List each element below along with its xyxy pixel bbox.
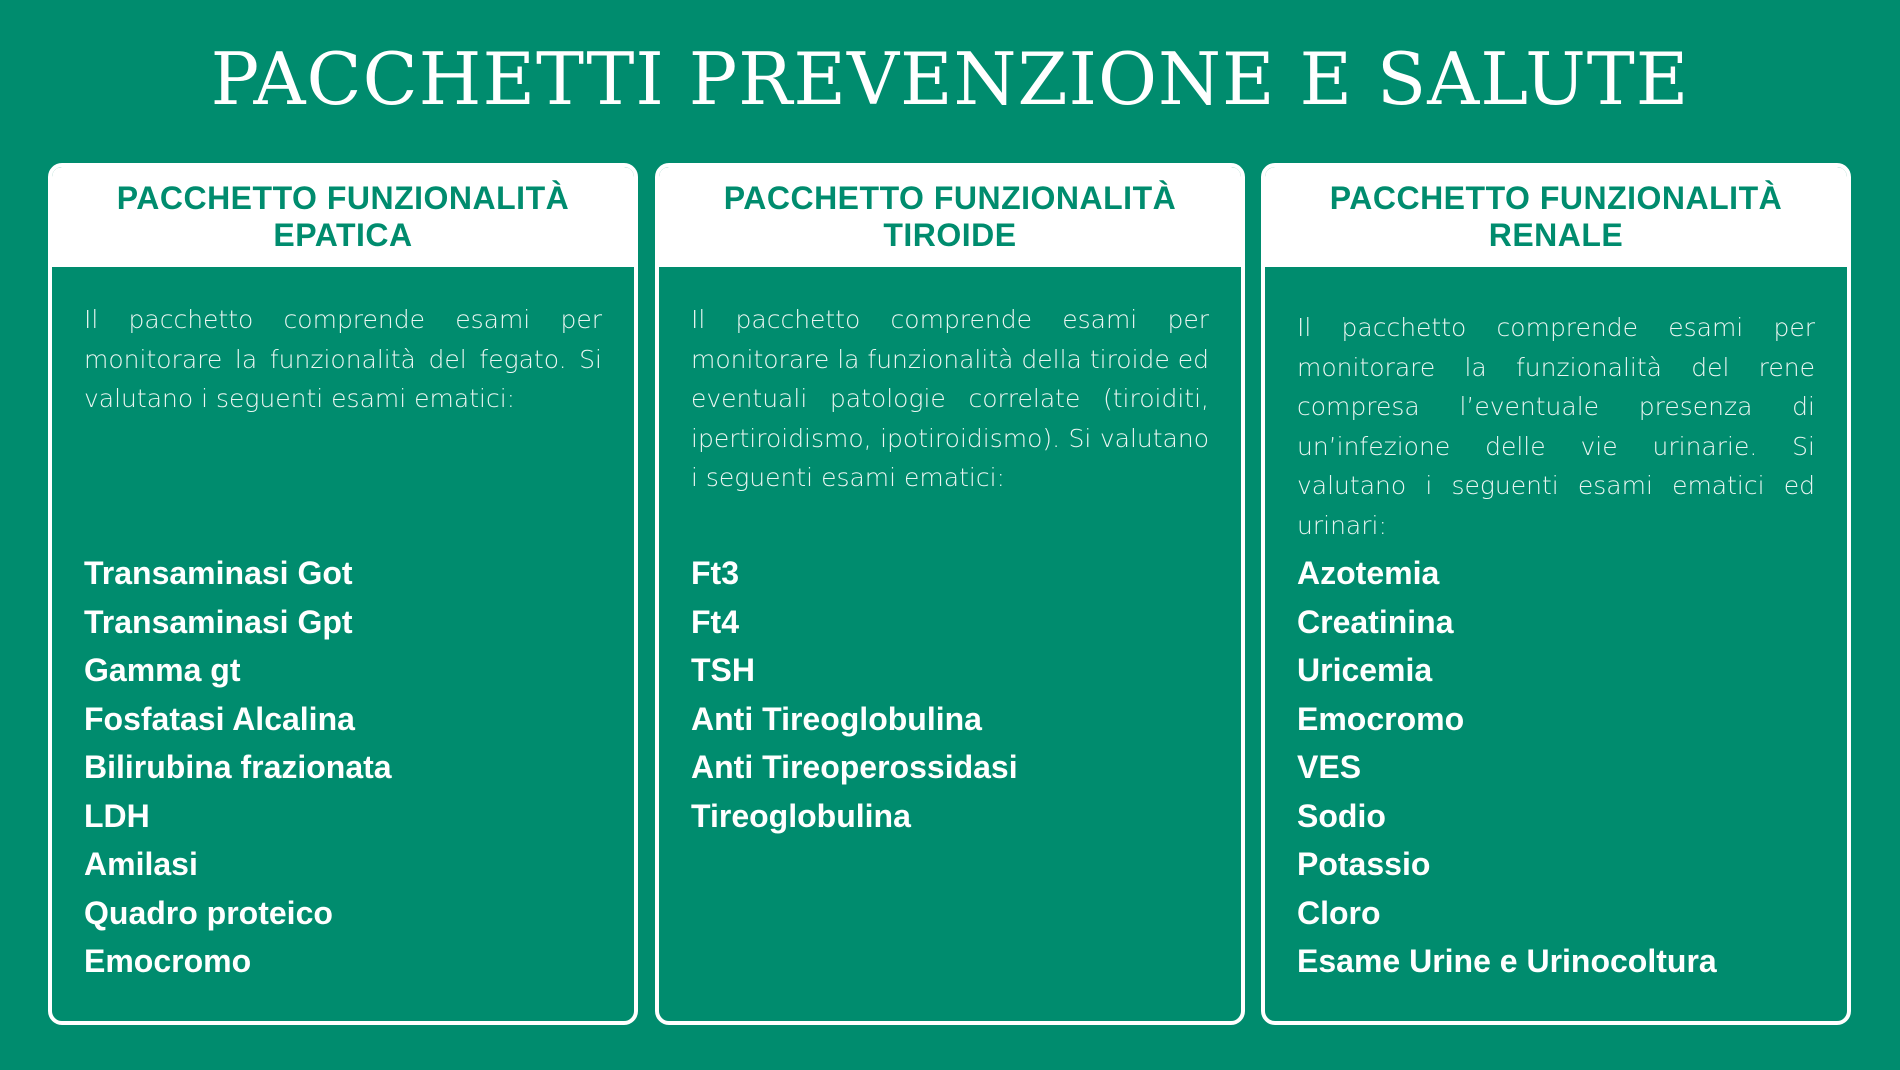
exam-item: Transaminasi Got: [84, 555, 353, 591]
exam-list: [691, 549, 1221, 840]
package-card-epatica: [48, 163, 638, 1025]
card-header: [52, 167, 634, 267]
card-description: Il pacchetto comprende esami per monitorare la funzionalità del fegato. Si valutano i seguenti esami ematici:: [84, 305, 602, 413]
exam-item: Anti Tireoglobulina: [691, 700, 982, 737]
card-title-line2: TIROIDE: [883, 217, 1017, 253]
exam-item: Uricemia: [1297, 652, 1433, 688]
exam-item: Transaminasi Gpt: [84, 603, 353, 640]
exam-item: VES: [1297, 749, 1362, 785]
exam-item: Ft4: [691, 603, 739, 640]
exam-item: Quadro proteico: [84, 894, 333, 931]
card-header: [659, 167, 1241, 267]
exam-item: Ft3: [691, 555, 739, 591]
card-title-line1: PACCHETTO FUNZIONALITÀ: [1329, 180, 1783, 216]
exam-item: Esame Urine e Urinocoltura: [1297, 943, 1717, 979]
exam-item: LDH: [84, 797, 150, 834]
exam-item: Azotemia: [1297, 555, 1440, 591]
card-title-line1: PACCHETTO FUNZIONALITÀ: [723, 180, 1177, 216]
card-title-line1: PACCHETTO FUNZIONALITÀ: [116, 180, 570, 216]
card-description: Il pacchetto comprende esami per monitorare la funzionalità del rene compresa l’eventuale presenza di un’infezione delle vie urinarie. Si valutano i seguenti esami ematici ed urinari:: [1297, 313, 1815, 540]
exam-item: Emocromo: [84, 943, 252, 979]
exam-item: Emocromo: [1297, 700, 1465, 737]
card-title-line2: EPATICA: [273, 217, 413, 253]
card-description: Il pacchetto comprende esami per monitorare la funzionalità della tiroide ed eventuali patologie correlate (tiroiditi, ipertiroidismo, ipotiroidismo). Si valutano i seguenti esami ematici:: [691, 305, 1209, 492]
exam-item: Potassio: [1297, 846, 1431, 882]
exam-item: Creatinina: [1297, 603, 1454, 640]
package-card-tiroide: [655, 163, 1245, 1025]
package-card-renale: [1261, 163, 1851, 1025]
exam-item: Amilasi: [84, 846, 198, 882]
exam-list: [1297, 549, 1827, 986]
exam-item: TSH: [691, 652, 755, 688]
exam-item: Anti Tireoperossidasi: [691, 749, 1018, 785]
card-title-line2: RENALE: [1488, 217, 1624, 253]
page-title: PACCHETTI PREVENZIONE E SALUTE: [210, 37, 1690, 121]
exam-item: Fosfatasi Alcalina: [84, 700, 355, 737]
exam-item: Bilirubina frazionata: [84, 749, 392, 785]
exam-item: Tireoglobulina: [691, 797, 911, 834]
exam-list: [84, 549, 614, 986]
exam-item: Gamma gt: [84, 652, 241, 688]
card-header: [1265, 167, 1847, 267]
exam-item: Sodio: [1297, 797, 1386, 834]
exam-item: Cloro: [1297, 894, 1381, 931]
